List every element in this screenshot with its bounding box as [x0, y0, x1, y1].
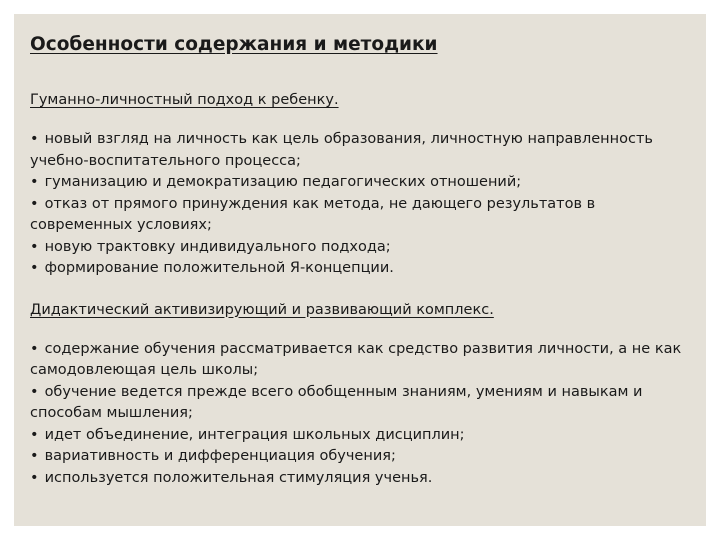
- list-item: • отказ от прямого принуждения как метода, не дающего результатов в современных условиях;: [30, 195, 596, 233]
- list-item: • содержание обучения рассматривается как средство развития личности, а не как самодовлеющая цель школы;: [30, 340, 682, 378]
- bullet-icon: •: [30, 131, 39, 147]
- section-heading-humanistic: Гуманно-личностный подход к ребенку.: [30, 92, 339, 108]
- bullet-icon: •: [30, 448, 39, 464]
- list-item: • новый взгляд на личность как цель образования, личностную направленность учебно-воспитательного процесса;: [30, 131, 653, 169]
- list-item: • формирование положительной Я-концепции.: [30, 260, 394, 276]
- bullet-list-didactic: [30, 339, 690, 490]
- bullet-icon: •: [30, 340, 39, 357]
- bullet-list-humanistic: [30, 129, 690, 280]
- list-item: • гуманизацию и демократизацию педагогических отношений;: [30, 174, 522, 190]
- bullet-icon: •: [30, 426, 39, 443]
- section-heading-didactic: Дидактический активизирующий и развивающий комплекс.: [30, 301, 494, 318]
- bullet-icon: •: [30, 383, 39, 400]
- bullet-icon: •: [30, 260, 39, 276]
- list-item: • вариативность и дифференциация обучения;: [30, 448, 396, 464]
- slide-title: Особенности содержания и методики: [30, 34, 438, 55]
- bullet-icon: •: [30, 174, 39, 190]
- bullet-icon: •: [30, 238, 39, 255]
- slide: [14, 14, 706, 526]
- list-item: • идет объединение, интеграция школьных дисциплин;: [30, 426, 465, 443]
- list-item: • новую трактовку индивидуального подхода;: [30, 238, 391, 255]
- bullet-icon: •: [30, 469, 39, 486]
- list-item: • используется положительная стимуляция ученья.: [30, 469, 433, 486]
- list-item: • обучение ведется прежде всего обобщенным знаниям, умениям и навыкам и способам мышления;: [30, 383, 643, 421]
- bullet-icon: •: [30, 195, 39, 212]
